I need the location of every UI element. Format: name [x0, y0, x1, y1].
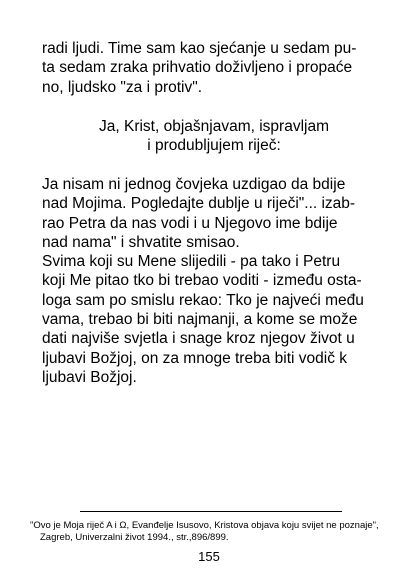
paragraph-2-line: Ja nisam ni jednog čovjeka uzdigao da bdije [42, 176, 346, 193]
paragraph-1-line: no, ljudsko "za i protiv". [42, 78, 203, 96]
paragraph-2-line: nad Mojima. Pogledajte dublje u riječi"... izab- [42, 195, 356, 213]
footnote-line: Zagreb, Univerzalni život 1994., str.,896/899. [40, 532, 229, 543]
paragraph-2 [42, 175, 386, 387]
paragraph-2-line: ljubavi Božjoj. [42, 368, 137, 386]
paragraph-1 [42, 39, 386, 97]
footnote [30, 520, 400, 544]
paragraph-1-line: radi ljudi. Time sam kao sjećanje u sedam pu- [42, 40, 357, 57]
paragraph-2-line: vama, trebao bi biti najmanji, a kome se može [42, 311, 358, 329]
paragraph-1-line: ta sedam zraka prihvatio doživljeno i propaće [42, 59, 353, 77]
paragraph-2-line: nad nama" i shvatite smisao. [42, 233, 240, 251]
paragraph-2-line: dati najviše svjetla i snage kroz njegov život u [42, 330, 355, 348]
paragraph-2-line: rao Petra da nas vodi i u Njegovo ime bdije [42, 214, 338, 232]
footnote-line: "Ovo je Moja riječ A i Ω, Evanđelje Isusovo, Kristova objava koju svijet ne poznaje", [30, 520, 379, 531]
paragraph-2-line: loga sam po smislu rekao: Tko je najveći među [42, 291, 364, 309]
paragraph-2-line: ljubavi Božjoj, on za mnoge treba biti vodič k [42, 349, 347, 367]
footnote-divider [80, 511, 342, 512]
paragraph-2-line: koji Me pitao tko bi trebao voditi - između osta- [42, 272, 362, 290]
section-heading [42, 117, 386, 156]
heading-line: Ja, Krist, objašnjavam, ispravljam [99, 118, 329, 135]
heading-line: i produbljujem riječ: [147, 137, 281, 155]
page-number: 155 [198, 549, 220, 564]
paragraph-2-line: Svima koji su Mene slijedili - pa tako i Petru [42, 253, 341, 271]
